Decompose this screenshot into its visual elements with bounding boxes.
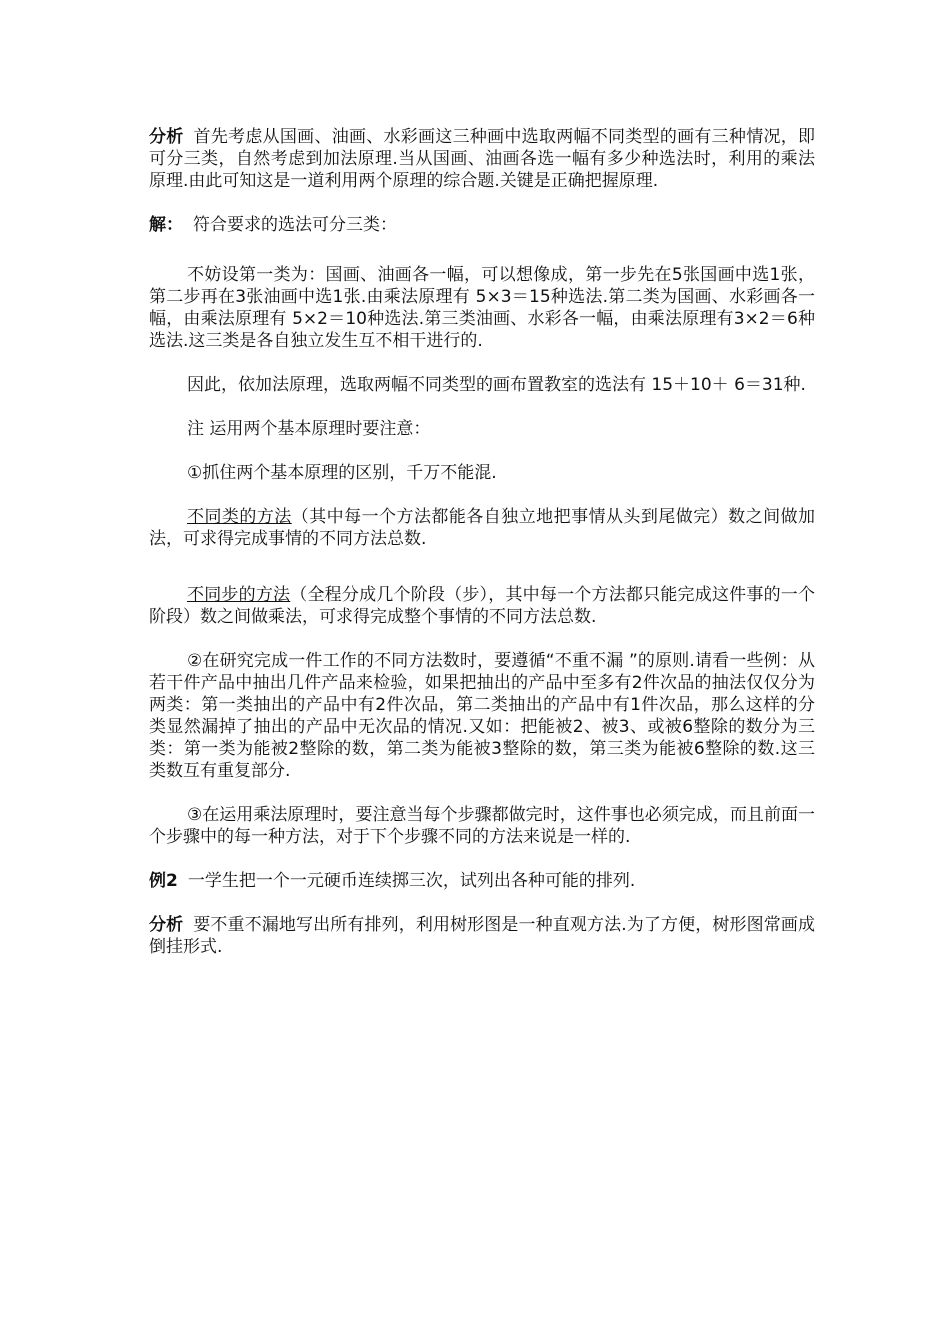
solution-paragraph (149, 214, 815, 236)
analysis-label: 分析 (149, 127, 184, 147)
note-item-2: ②在研究完成一件工作的不同方法数时，要遵循“不重不漏 ”的原则.请看一些例：从若干件产品中抽出几件产品来检验，如果把抽出的产品中至多有2件次品的抽法仅仅分为两类：第一类抽出的产品中有2件次品，第二类抽出的产品中有1件次品，那么这样的分类显然漏掉了抽出的产品中无次品的情况.又如：把能被2、被3、或被6整除的数分为三类：第一类为能被2整除的数，第二类为能被3整除的数，第三类为能被6整除的数.这三类数互有重复部分. (149, 651, 815, 781)
analysis-text: 首先考虑从国画、油画、水彩画这三种画中选取两幅不同类型的画有三种情况，即可分三类，自然考虑到加法原理.当从国画、油画各选一幅有多少种选法时，利用的乘法原理.由此可知这是一道利用两个原理的综合题.关键是正确把握原理. (149, 127, 816, 191)
note-item-1: ①抓住两个基本原理的区别，千万不能混. (187, 463, 497, 483)
multiplication-text: （全程分成几个阶段（步），其中每一个方法都只能完成这件事的一个阶段）数之间做乘法，可求得完成整个事情的不同方法总数. (149, 585, 815, 627)
note-item-3: ③在运用乘法原理时，要注意当每个步骤都做完时，这件事也必须完成，而且前面一个步骤中的每一种方法，对于下个步骤不同的方法来说是一样的. (149, 805, 815, 847)
multiplication-principle-paragraph (149, 584, 815, 628)
document-page (149, 126, 815, 958)
multiplication-term: 不同步的方法 (187, 585, 291, 605)
solution-text: 符合要求的选法可分三类： (193, 215, 397, 235)
first-category-paragraph: 不妨设第一类为：国画、油画各一幅，可以想像成，第一步先在5张国画中选1张，第二步再在3张油画中选1张.由乘法原理有 5×3＝15种选法.第二类为国画、水彩画各一幅，由乘法原理有 5×2＝10种选法.第三类油画、水彩各一幅，由乘法原理有3×2＝6种选法.这三类是各自独立发生互不相干进行的. (149, 265, 815, 351)
addition-term: 不同类的方法 (187, 507, 292, 527)
example-2-analysis-label: 分析 (149, 915, 184, 935)
note-heading: 注 运用两个基本原理时要注意： (187, 419, 431, 439)
addition-text: （其中每一个方法都能各自独立地把事情从头到尾做完）数之间做加法，可求得完成事情的不同方法总数. (149, 507, 816, 549)
analysis-paragraph (149, 126, 815, 192)
solution-label: 解： (149, 215, 183, 235)
addition-principle-paragraph (149, 506, 815, 550)
example-2-analysis-paragraph (149, 914, 815, 958)
conclusion-paragraph: 因此，依加法原理，选取两幅不同类型的画布置教室的选法有 15＋10＋ 6＝31种. (187, 375, 806, 395)
example-2-paragraph (149, 870, 815, 892)
example-2-text: 一学生把一个一元硬币连续掷三次，试列出各种可能的排列. (187, 871, 636, 891)
example-2-label: 例2 (149, 871, 178, 891)
example-2-analysis-text: 要不重不漏地写出所有排列，利用树形图是一种直观方法.为了方便，树形图常画成倒挂形式. (149, 915, 816, 957)
